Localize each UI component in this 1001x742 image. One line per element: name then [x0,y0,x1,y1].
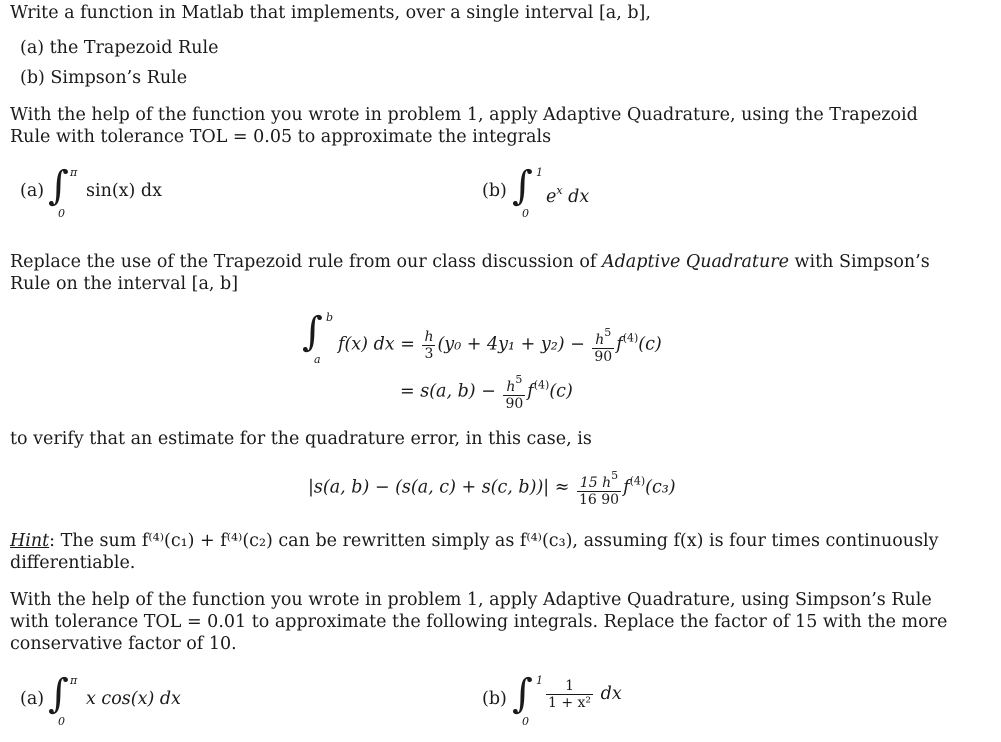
problem1-item-a: (a) the Trapezoid Rule [20,38,219,58]
eq1-formula: f(x) dx = $\frac{h}{3}$ (y₀ + 4y₁ + y₂) − $\frac{h^5}{90}$ $f^{(4)}(c)$ [338,326,662,365]
integral-sign: ∫ [512,671,533,717]
eq1-lower: a [314,353,321,366]
hint-text: Hint: The sum f⁽⁴⁾(c₁) + f⁽⁴⁾(c₂) can be rewritten simply as f⁽⁴⁾(c₃), assuming f(x) is four times continuously differentiable. [10,531,939,573]
problem4-a-lower: 0 [58,715,65,728]
problem2-a-integrand: sin(x) dx [86,181,163,201]
problem2-a-upper: π [70,166,78,179]
problem4-b-label: (b) [482,689,507,709]
problem2-a-lower: 0 [58,207,65,220]
problem4-text: With the help of the function you wrote in problem 1, apply Adaptive Quadrature, using Simpson’s Rule with tolerance TOL = 0.01 to approximate the following integrals. Replace the factor of 15 with the more conservative factor of 10. [10,590,948,654]
integral-sign: ∫ [302,309,323,355]
problem2-b-lower: 0 [522,207,529,220]
problem4-a-upper: π [70,674,78,687]
problem1-item-b: (b) Simpson’s Rule [20,68,188,88]
problem2-b-upper: 1 [536,166,543,179]
problem2-a-label: (a) [20,181,45,201]
error-estimate-formula: |s(a, b) − (s(a, c) + s(c, b))| ≈ $\frac{15 h^5}{16 90}$ $f^{(4)}(c_3)$ [308,469,676,508]
verify-text: to verify that an estimate for the quadrature error, in this case, is [10,429,592,449]
problem4-b-upper: 1 [536,674,543,687]
eq2-formula: = s(a, b) − $\frac{h^5}{90}$ $f^{(4)}(c)$ [400,373,573,412]
eq1-upper: b [326,311,334,324]
integral-sign: ∫ [48,671,69,717]
integral-sign: ∫ [512,163,533,209]
fraction-15h5-over-16-90: $\frac{15 h^5}{16 90}$ [578,469,620,508]
fraction-h5-over-90: $\frac{h^5}{90}$ [505,373,524,412]
problem4-a-label: (a) [20,689,45,709]
problem1-intro: Write a function in Matlab that implements, over a single interval [a, b], [10,3,651,23]
fraction-h5-over-90: $\frac{h^5}{90}$ [594,326,613,365]
problem4-b-integrand: $\frac{1}{\text{1 + x²}}$ dx [548,678,622,711]
integral-sign: ∫ [48,163,69,209]
problem2-text: With the help of the function you wrote in problem 1, apply Adaptive Quadrature, using the Trapezoid Rule with tolerance TOL = 0.05 to approximate the integrals [10,105,918,147]
problem3-text: Replace the use of the Trapezoid rule from our class discussion of Adaptive Quadrature with Simpson’s Rule on the interval [a, b] [10,252,930,294]
fraction-1-over-1-plus-x2: $\frac{1}{\text{1 + x²}}$ [548,678,592,711]
problem4-b-lower: 0 [522,715,529,728]
problem4-a-integrand: x cos(x) dx [86,689,181,709]
problem2-b-label: (b) [482,181,507,201]
problem2-b-integrand: $e^x$ dx [546,184,590,207]
fraction-h-over-3: $\frac{h}{3}$ [424,328,434,362]
